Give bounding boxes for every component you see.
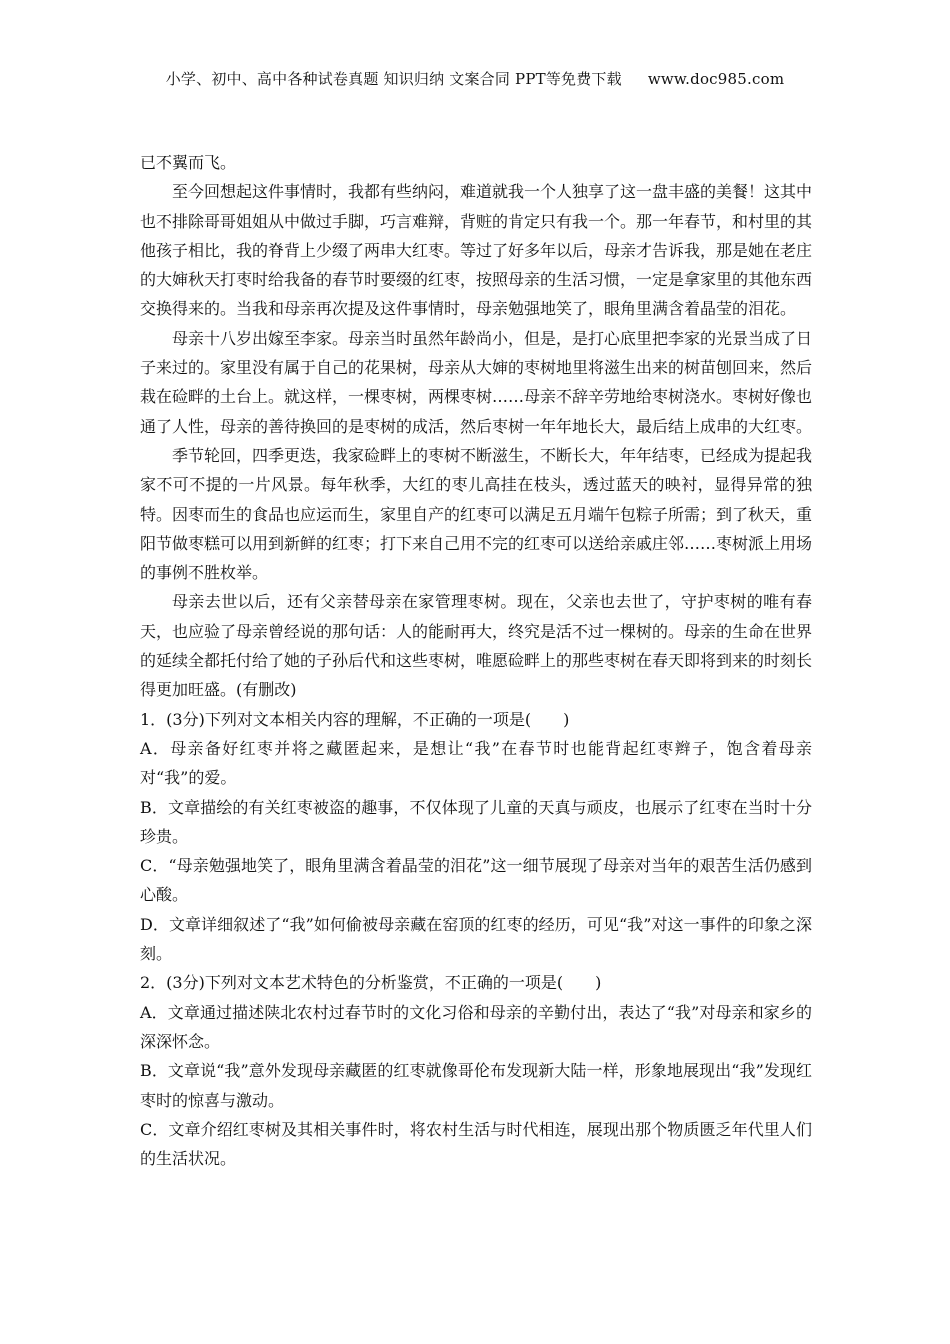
- paragraph: 母亲十八岁出嫁至李家。母亲当时虽然年龄尚小，但是，是打心底里把李家的光景当成了日子来过的。家里没有属于自己的花果树，母亲从大婶的枣树地里将滋生出来的树苗刨回来，然后栽在硷畔的土台上。就这样，一棵枣树，两棵枣树……母亲不辞辛劳地给枣树浇水。枣树好像也通了人性，母亲的善待换回的是枣树的成活，然后枣树一年年地长大，最后结上成串的大红枣。: [140, 328, 813, 436]
- question-2-option-c: C．文章介绍红枣树及其相关事件时，将农村生活与时代相连，展现出那个物质匮乏年代里人们的生活状况。: [140, 1119, 812, 1169]
- header-url[interactable]: www.doc985.com: [647, 70, 785, 88]
- page-header: [0, 68, 950, 89]
- paragraph: 母亲去世以后，还有父亲替母亲在家管理枣树。现在，父亲也去世了，守护枣树的唯有春天，也应验了母亲曾经说的那句话：人的能耐再大，终究是活不过一棵树的。母亲的生命在世界的延续全都托付给了她的子孙后代和这些枣树，唯愿硷畔上的那些枣树在春天即将到来的时刻长得更加旺盛。(有删改): [140, 592, 813, 700]
- paragraph: 季节轮回，四季更迭，我家硷畔上的枣树不断滋生，不断长大，年年结枣，已经成为提起我家不可不提的一片风景。每年秋季，大红的枣儿高挂在枝头，透过蓝天的映衬，显得异常的独特。因枣而生的食品也应运而生，家里自产的红枣可以满足五月端午包粽子所需；到了秋天，重阳节做枣糕可以用到新鲜的红枣；打下来自己用不完的红枣可以送给亲戚庄邻……枣树派上用场的事例不胜枚举。: [140, 445, 813, 583]
- paragraph: 至今回想起这件事情时，我都有些纳闷，难道就我一个人独享了这一盘丰盛的美餐！这其中也不排除哥哥姐姐从中做过手脚，巧言难辩，背赃的肯定只有我一个。那一年春节，和村里的其他孩子相比，我的脊背上少缀了两串大红枣。等过了好多年以后，母亲才告诉我，那是她在老庄的大婶秋天打枣时给我备的春节时要缀的红枣，按照母亲的生活习惯，一定是拿家里的其他东西交换得来的。当我和母亲再次提及这件事情时，母亲勉强地笑了，眼角里满含着晶莹的泪花。: [140, 182, 813, 319]
- question-1-option-c: C．“母亲勉强地笑了，眼角里满含着晶莹的泪花”这一细节展现了母亲对当年的艰苦生活仍感到心酸。: [140, 856, 812, 905]
- document-body: [140, 148, 812, 1173]
- question-1-option-d: D．文章详细叙述了“我”如何偷被母亲藏在窑顶的红枣的经历，可见“我”对这一事件的印象之深刻。: [140, 914, 812, 964]
- question-2-option-b: B．文章说“我”意外发现母亲藏匿的红枣就像哥伦布发现新大陆一样，形象地展现出“我”发现红枣时的惊喜与激动。: [140, 1061, 812, 1110]
- paragraph: 已不翼而飞。: [140, 153, 237, 172]
- question-2-stem: 2．(3分)下列对文本艺术特色的分析鉴赏，不正确的一项是( ): [140, 973, 602, 993]
- question-1-option-b: B．文章描绘的有关红枣被盗的趣事，不仅体现了儿童的天真与顽皮，也展示了红枣在当时十分珍贵。: [140, 797, 812, 846]
- question-1-option-a: A．母亲备好红枣并将之藏匿起来，是想让“我”在春节时也能背起红枣辫子，饱含着母亲对“我”的爱。: [140, 738, 812, 788]
- question-2-option-a: A．文章通过描述陕北农村过春节时的文化习俗和母亲的辛勤付出，表达了“我”对母亲和家乡的深深怀念。: [140, 1002, 812, 1051]
- header-text: 小学、初中、高中各种试卷真题 知识归纳 文案合同 PPT等免费下载: [165, 70, 622, 88]
- question-1-stem: 1．(3分)下列对文本相关内容的理解，不正确的一项是( ): [140, 709, 570, 729]
